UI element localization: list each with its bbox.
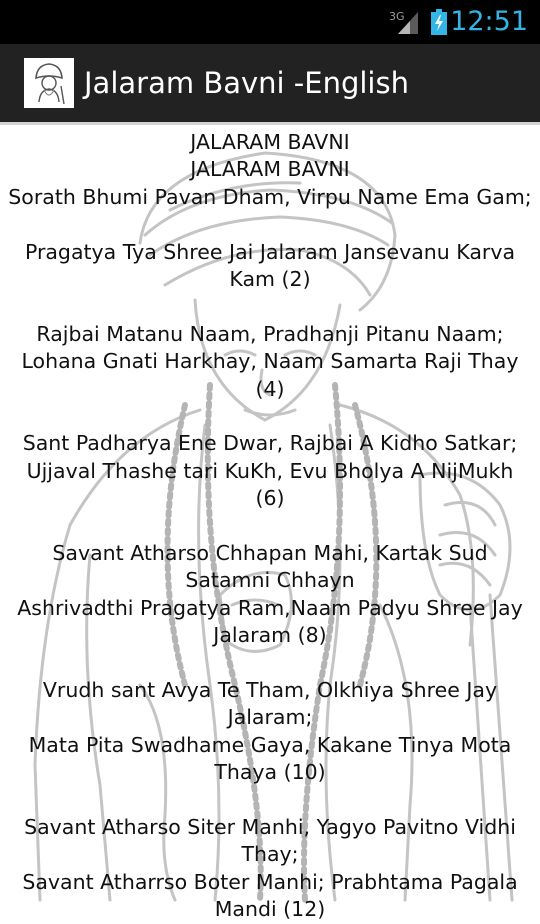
app-icon[interactable] [24, 58, 74, 108]
signal-icon [398, 12, 418, 34]
text-line: Ujjaval Thashe tari KuKh, Evu Bholya A NijMukh [26, 458, 514, 483]
blank-line [0, 650, 540, 677]
text-line: JALARAM BAVNI [190, 130, 350, 154]
text-line: Pragatya Tya Shree Jai Jalaram Jansevanu Karva [24, 239, 516, 264]
text-line: Thaya (10) [214, 760, 326, 785]
battery-icon [431, 9, 447, 35]
text-line: Jalaram (8) [213, 623, 327, 648]
app-title: Jalaram Bavni -English [84, 66, 409, 100]
text-line: Sant Padharya Ene Dwar, Rajbai A Kidho Satkar; [22, 431, 518, 456]
blank-line [0, 787, 540, 814]
blank-line [0, 293, 540, 320]
text-line: Jalaram; [227, 705, 313, 730]
text-line: JALARAM BAVNI [190, 157, 350, 182]
bavni-text [0, 125, 540, 924]
jalaram-portrait-icon [24, 58, 74, 108]
blank-line [0, 211, 540, 238]
text-line: (6) [255, 486, 285, 511]
text-line: Savant Atharso Chhapan Mahi, Kartak Sud [52, 541, 488, 566]
text-line: Kam (2) [229, 267, 311, 292]
text-line: Mata Pita Swadhame Gaya, Kakane Tinya Mota [28, 732, 512, 757]
content-area[interactable] [0, 125, 540, 922]
text-line: Satamni Chhayn [185, 568, 355, 593]
blank-line [0, 513, 540, 540]
text-line: Mandi (12) [214, 897, 326, 922]
text-line: Rajbai Matanu Naam, Pradhanji Pitanu Naam; [36, 321, 504, 346]
text-line: Sorath Bhumi Pavan Dham, Virpu Name Ema Gam; [8, 184, 532, 209]
text-line: Savant Atharrso Boter Manhi; Prabhtama Pagala [22, 869, 518, 894]
text-line: Ashrivadthi Pragatya Ram,Naam Padyu Shree Jay [17, 595, 523, 620]
blank-line [0, 403, 540, 430]
text-line: Vrudh sant Avya Te Tham, Olkhiya Shree Jay [42, 678, 498, 703]
text-line: (4) [255, 376, 285, 401]
text-line: Thay; [241, 842, 299, 867]
status-bar [0, 0, 540, 44]
network-type-label: 3G [389, 10, 405, 23]
action-bar [0, 44, 540, 125]
text-line: Lohana Gnati Harkhay, Naam Samarta Raji Thay [21, 349, 519, 374]
text-line: Savant Atharso Siter Manhi, Yagyo Pavitno Vidhi [24, 815, 516, 840]
clock: 12:51 [450, 6, 528, 37]
